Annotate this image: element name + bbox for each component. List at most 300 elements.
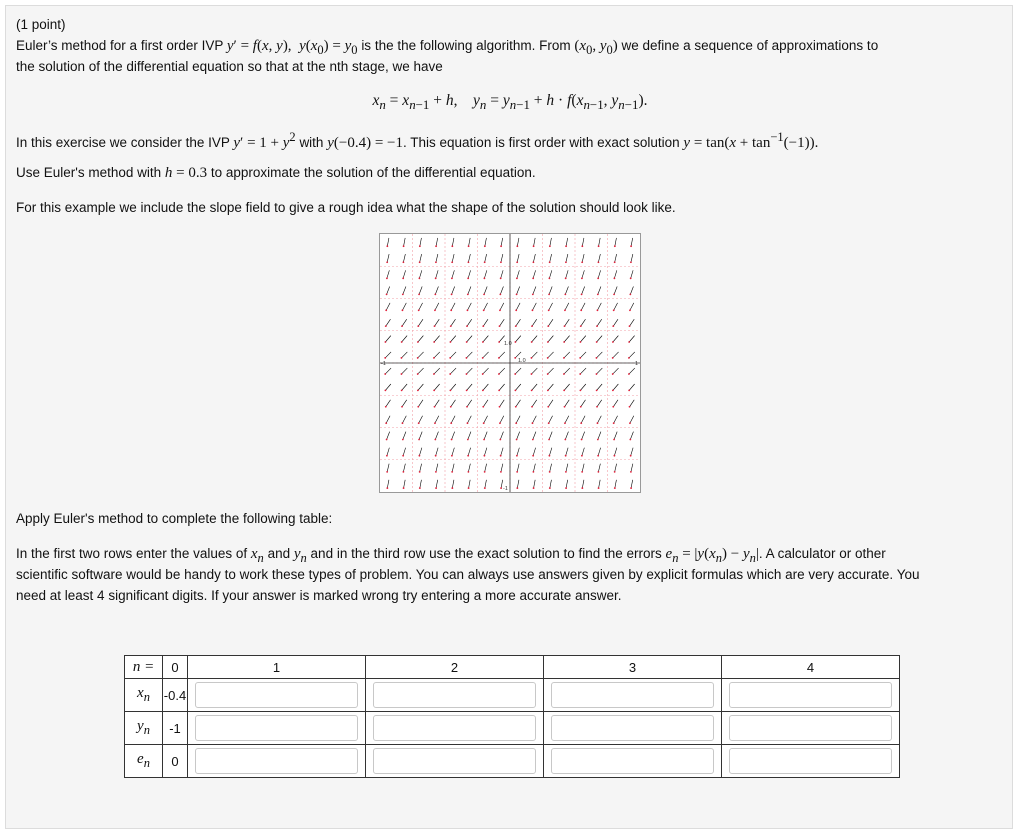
slope-arrow-head — [386, 261, 388, 263]
slope-arrow-head — [482, 325, 484, 327]
slope-segment — [516, 400, 521, 407]
x4-input[interactable] — [729, 682, 892, 708]
slope-arrow-head — [533, 471, 535, 473]
slope-arrow-head — [384, 341, 386, 343]
slope-arrow-head — [514, 357, 516, 359]
slope-segment — [517, 480, 519, 488]
slope-segment — [564, 352, 570, 358]
slope-segment — [418, 368, 424, 374]
slope-segment — [582, 254, 584, 262]
slope-arrow-head — [549, 261, 551, 263]
slope-arrow-head — [386, 439, 388, 441]
slope-segment — [501, 270, 503, 278]
slope-arrow-head — [484, 471, 486, 473]
slope-segment — [630, 432, 633, 440]
y2-input[interactable] — [373, 715, 536, 741]
slope-segment — [580, 336, 585, 342]
header-4: 4 — [722, 656, 900, 679]
slope-segment — [549, 448, 551, 456]
slope-arrow-head — [482, 389, 484, 391]
slope-segment — [597, 303, 601, 310]
slope-arrow-head — [483, 293, 485, 295]
slope-arrow-head — [386, 293, 388, 295]
slope-segment — [615, 480, 617, 488]
slope-segment — [566, 254, 568, 262]
slope-arrow-head — [516, 455, 518, 457]
points-label: (1 point) — [16, 17, 66, 32]
slope-segment — [419, 270, 421, 278]
slope-segment — [483, 319, 488, 326]
slope-arrow-head — [581, 487, 583, 489]
slope-segment — [565, 287, 568, 295]
slope-arrow-head — [468, 471, 470, 473]
slope-segment — [614, 303, 618, 310]
slope-segment — [452, 287, 455, 295]
slope-segment — [484, 303, 488, 310]
euler-table — [124, 655, 900, 778]
slope-arrow-head — [516, 277, 518, 279]
slope-segment — [435, 400, 440, 407]
slope-segment — [630, 303, 634, 310]
slope-segment — [468, 287, 471, 295]
header-1: 1 — [188, 656, 366, 679]
slope-arrow-head — [434, 325, 436, 327]
slope-segment — [468, 270, 470, 278]
slope-arrow-head — [630, 261, 632, 263]
slope-segment — [596, 368, 602, 374]
slope-arrow-head — [484, 455, 486, 457]
slope-segment — [631, 270, 633, 278]
slope-segment — [419, 287, 422, 295]
slope-segment — [499, 384, 504, 390]
slope-segment — [420, 254, 422, 262]
slope-arrow-head — [612, 357, 614, 359]
slope-segment — [631, 480, 633, 488]
slope-arrow-head — [434, 422, 436, 424]
slope-arrow-head — [532, 309, 534, 311]
slope-segment — [467, 303, 471, 310]
slope-segment — [598, 432, 601, 440]
slope-arrow-head — [433, 341, 435, 343]
e2-input[interactable] — [373, 748, 536, 774]
slope-arrow-head — [533, 245, 535, 247]
slope-segment — [549, 287, 552, 295]
slope-segment — [466, 352, 472, 358]
slope-arrow-head — [563, 357, 565, 359]
slope-segment — [420, 464, 422, 472]
slope-arrow-head — [483, 439, 485, 441]
slope-segment — [434, 368, 440, 374]
e0-value: 0 — [163, 745, 188, 778]
x3-input[interactable] — [551, 682, 714, 708]
slope-segment — [517, 270, 519, 278]
slope-segment — [418, 336, 423, 342]
x1-input[interactable] — [195, 682, 358, 708]
slope-arrow-head — [628, 341, 630, 343]
slope-segment — [599, 238, 601, 246]
slope-segment — [452, 480, 454, 488]
slope-arrow-head — [612, 373, 614, 375]
slope-arrow-head — [628, 373, 630, 375]
slope-segment — [630, 400, 635, 407]
slope-segment — [596, 352, 602, 358]
slope-arrow-head — [597, 422, 599, 424]
slope-segment — [387, 287, 390, 295]
slope-segment — [452, 270, 454, 278]
slope-arrow-head — [614, 471, 616, 473]
slope-arrow-head — [403, 261, 405, 263]
slope-segment — [598, 270, 600, 278]
slope-segment — [436, 254, 438, 262]
slope-segment — [582, 432, 585, 440]
slope-segment — [614, 287, 617, 295]
slope-segment — [385, 352, 391, 358]
slope-arrow-head — [419, 455, 421, 457]
slope-arrow-head — [434, 406, 436, 408]
slope-segment — [484, 448, 486, 456]
slope-segment — [484, 416, 488, 423]
slope-arrow-head — [482, 406, 484, 408]
slope-arrow-head — [433, 389, 435, 391]
slope-arrow-head — [565, 455, 567, 457]
slope-arrow-head — [482, 341, 484, 343]
slope-segment — [402, 384, 407, 390]
slope-arrow-head — [598, 471, 600, 473]
slope-segment — [630, 287, 633, 295]
x2-input[interactable] — [373, 682, 536, 708]
x-max-label: 1 — [635, 361, 639, 367]
y1-input[interactable] — [195, 715, 358, 741]
slope-arrow-head — [386, 455, 388, 457]
slope-arrow-head — [516, 245, 518, 247]
slope-arrow-head — [434, 293, 436, 295]
x-row-label: $x_n$ — [125, 679, 163, 712]
slope-segment — [385, 368, 391, 374]
slope-segment — [566, 464, 568, 472]
y3-input[interactable] — [551, 715, 714, 741]
slope-arrow-head — [451, 277, 453, 279]
slope-segment — [613, 319, 618, 326]
slope-arrow-head — [614, 261, 616, 263]
slope-segment — [420, 480, 422, 488]
e3-input[interactable] — [551, 748, 714, 774]
slope-arrow-head — [466, 373, 468, 375]
slope-arrow-head — [418, 293, 420, 295]
slope-segment — [499, 352, 505, 358]
slope-segment — [534, 238, 536, 246]
slope-segment — [581, 303, 585, 310]
slope-arrow-head — [580, 406, 582, 408]
slope-arrow-head — [581, 245, 583, 247]
slope-arrow-head — [467, 455, 469, 457]
slope-segment — [550, 480, 552, 488]
euler-formula: $x_n = x_{n-1} + h$, $y_n = y_{n-1} + h \cdot f(x_{n-1}$, $y_{n-1}$). — [372, 92, 648, 113]
slope-arrow-head — [596, 389, 598, 391]
slope-segment — [485, 254, 487, 262]
slope-arrow-head — [435, 245, 437, 247]
slope-segment — [613, 368, 619, 374]
slope-arrow-head — [597, 455, 599, 457]
slope-segment — [614, 416, 618, 423]
slope-arrow-head — [401, 389, 403, 391]
slope-arrow-head — [547, 373, 549, 375]
slope-segment — [615, 464, 617, 472]
slope-arrow-head — [516, 293, 518, 295]
problem-panel — [5, 5, 1013, 829]
x0-value: -0.4 — [163, 679, 188, 712]
slope-segment — [402, 319, 407, 326]
slope-segment — [582, 448, 584, 456]
slope-arrow-head — [565, 277, 567, 279]
slope-arrow-head — [435, 277, 437, 279]
e4-input[interactable] — [729, 748, 892, 774]
slope-arrow-head — [500, 455, 502, 457]
rows-line-2: scientific software would be handy to work these types of problem. You can always use answers given by explicit formulas which are very accurate. You — [16, 567, 920, 582]
y-min-label: -1 — [503, 486, 508, 492]
slope-arrow-head — [434, 309, 436, 311]
slope-arrow-head — [612, 406, 614, 408]
slope-segment — [387, 448, 389, 456]
slope-segment — [631, 464, 633, 472]
slope-segment — [631, 254, 633, 262]
slope-arrow-head — [532, 439, 534, 441]
slope-segment — [450, 384, 455, 390]
slope-arrow-head — [563, 341, 565, 343]
slope-arrow-head — [596, 325, 598, 327]
slope-segment — [402, 336, 407, 342]
slope-segment — [418, 319, 423, 326]
slope-segment — [403, 254, 405, 262]
slope-segment — [564, 336, 569, 342]
slope-segment — [419, 432, 422, 440]
slope-segment — [436, 270, 438, 278]
slope-arrow-head — [614, 455, 616, 457]
slope-segment — [436, 448, 438, 456]
slope-segment — [630, 416, 634, 423]
slope-segment — [403, 287, 406, 295]
slope-arrow-head — [596, 357, 598, 359]
slope-arrow-head — [612, 389, 614, 391]
slope-arrow-head — [549, 487, 551, 489]
slope-segment — [566, 238, 568, 246]
slope-arrow-head — [579, 357, 581, 359]
slope-segment — [532, 319, 537, 326]
slope-arrow-head — [613, 293, 615, 295]
slope-arrow-head — [401, 341, 403, 343]
slope-segment — [629, 368, 635, 374]
slope-arrow-head — [435, 487, 437, 489]
slope-segment — [534, 480, 536, 488]
slope-arrow-head — [467, 439, 469, 441]
slope-segment — [515, 336, 520, 342]
slope-segment — [485, 480, 487, 488]
slope-segment — [500, 416, 504, 423]
slope-arrow-head — [630, 471, 632, 473]
slope-segment — [531, 352, 537, 358]
slope-segment — [435, 319, 440, 326]
slope-segment — [581, 400, 586, 407]
slope-segment — [501, 448, 503, 456]
y-tick-label: 1.0 — [504, 341, 512, 347]
slope-arrow-head — [565, 471, 567, 473]
slope-segment — [483, 336, 488, 342]
slope-segment — [515, 384, 520, 390]
slope-segment — [404, 480, 406, 488]
slope-segment — [532, 384, 537, 390]
slope-arrow-head — [482, 357, 484, 359]
slope-segment — [500, 287, 503, 295]
slope-intro: For this example we include the slope field to give a rough idea what the shape of the solution should look like. — [16, 200, 676, 215]
slope-segment — [598, 287, 601, 295]
slope-segment — [468, 464, 470, 472]
slope-arrow-head — [483, 309, 485, 311]
slope-segment — [419, 416, 423, 423]
slope-arrow-head — [598, 245, 600, 247]
slope-arrow-head — [384, 373, 386, 375]
slope-arrow-head — [402, 439, 404, 441]
slope-arrow-head — [451, 455, 453, 457]
slope-arrow-head — [434, 439, 436, 441]
slope-arrow-head — [581, 455, 583, 457]
slope-arrow-head — [417, 341, 419, 343]
slope-arrow-head — [564, 422, 566, 424]
slope-segment — [629, 384, 634, 390]
slope-arrow-head — [549, 471, 551, 473]
slope-segment — [483, 400, 488, 407]
slope-segment — [387, 270, 389, 278]
slope-arrow-head — [514, 389, 516, 391]
slope-arrow-head — [499, 422, 501, 424]
slope-arrow-head — [499, 325, 501, 327]
slope-segment — [629, 352, 635, 358]
slope-segment — [614, 270, 616, 278]
slope-arrow-head — [417, 373, 419, 375]
slope-segment — [597, 416, 601, 423]
slope-segment — [452, 254, 454, 262]
rows-line-3: need at least 4 significant digits. If your answer is marked wrong try entering a more accurate answer. — [16, 588, 622, 603]
slope-arrow-head — [630, 245, 632, 247]
slope-arrow-head — [630, 277, 632, 279]
slope-segment — [484, 287, 487, 295]
slope-arrow-head — [484, 261, 486, 263]
slope-segment — [613, 336, 618, 342]
slope-segment — [385, 336, 390, 342]
slope-arrow-head — [531, 406, 533, 408]
slope-segment — [500, 432, 503, 440]
slope-segment — [581, 416, 585, 423]
slope-segment — [614, 448, 616, 456]
slope-arrow-head — [466, 389, 468, 391]
slope-segment — [598, 464, 600, 472]
slope-arrow-head — [484, 277, 486, 279]
slope-arrow-head — [467, 293, 469, 295]
slope-segment — [451, 400, 456, 407]
slope-segment — [401, 352, 407, 358]
slope-arrow-head — [384, 389, 386, 391]
slope-arrow-head — [581, 293, 583, 295]
table-row-y — [125, 712, 900, 745]
slope-arrow-head — [403, 487, 405, 489]
slope-segment — [435, 287, 438, 295]
slope-arrow-head — [548, 422, 550, 424]
slope-arrow-head — [531, 341, 533, 343]
slope-arrow-head — [466, 341, 468, 343]
slope-segment — [450, 352, 456, 358]
slope-segment — [517, 432, 520, 440]
slope-arrow-head — [598, 261, 600, 263]
slope-segment — [517, 448, 519, 456]
slope-segment — [501, 238, 503, 246]
slope-segment — [501, 464, 503, 472]
y4-input[interactable] — [729, 715, 892, 741]
slope-arrow-head — [467, 422, 469, 424]
slope-arrow-head — [629, 422, 631, 424]
slope-arrow-head — [549, 245, 551, 247]
slope-segment — [403, 270, 405, 278]
slope-segment — [549, 270, 551, 278]
e1-input[interactable] — [195, 748, 358, 774]
slope-segment — [452, 238, 454, 246]
slope-segment — [548, 336, 553, 342]
slope-field-plot — [379, 233, 641, 493]
slope-segment — [467, 336, 472, 342]
slope-arrow-head — [533, 261, 535, 263]
slope-arrow-head — [547, 341, 549, 343]
slope-arrow-head — [564, 439, 566, 441]
slope-arrow-head — [548, 439, 550, 441]
slope-arrow-head — [384, 357, 386, 359]
slope-segment — [485, 238, 487, 246]
slope-arrow-head — [417, 389, 419, 391]
table-header-row — [125, 656, 900, 679]
header-3: 3 — [544, 656, 722, 679]
slope-arrow-head — [597, 309, 599, 311]
slope-arrow-head — [549, 277, 551, 279]
slope-segment — [451, 319, 456, 326]
slope-arrow-head — [418, 309, 420, 311]
slope-arrow-head — [498, 341, 500, 343]
slope-segment — [402, 400, 407, 407]
slope-segment — [550, 254, 552, 262]
slope-segment — [533, 270, 535, 278]
slope-segment — [582, 270, 584, 278]
slope-arrow-head — [565, 261, 567, 263]
slope-segment — [532, 336, 537, 342]
slope-arrow-head — [514, 373, 516, 375]
slope-arrow-head — [499, 293, 501, 295]
slope-segment — [516, 319, 521, 326]
slope-segment — [517, 287, 520, 295]
slope-arrow-head — [402, 309, 404, 311]
slope-segment — [566, 270, 568, 278]
slope-segment — [500, 319, 505, 326]
slope-segment — [580, 384, 585, 390]
slope-arrow-head — [419, 277, 421, 279]
slope-arrow-head — [418, 439, 420, 441]
slope-arrow-head — [630, 455, 632, 457]
slope-arrow-head — [580, 309, 582, 311]
slope-arrow-head — [482, 373, 484, 375]
slope-arrow-head — [402, 455, 404, 457]
slope-arrow-head — [579, 373, 581, 375]
slope-arrow-head — [418, 422, 420, 424]
slope-arrow-head — [451, 261, 453, 263]
slope-arrow-head — [386, 471, 388, 473]
slope-arrow-head — [547, 357, 549, 359]
slope-segment — [402, 416, 406, 423]
slope-arrow-head — [515, 325, 517, 327]
slope-arrow-head — [500, 487, 502, 489]
